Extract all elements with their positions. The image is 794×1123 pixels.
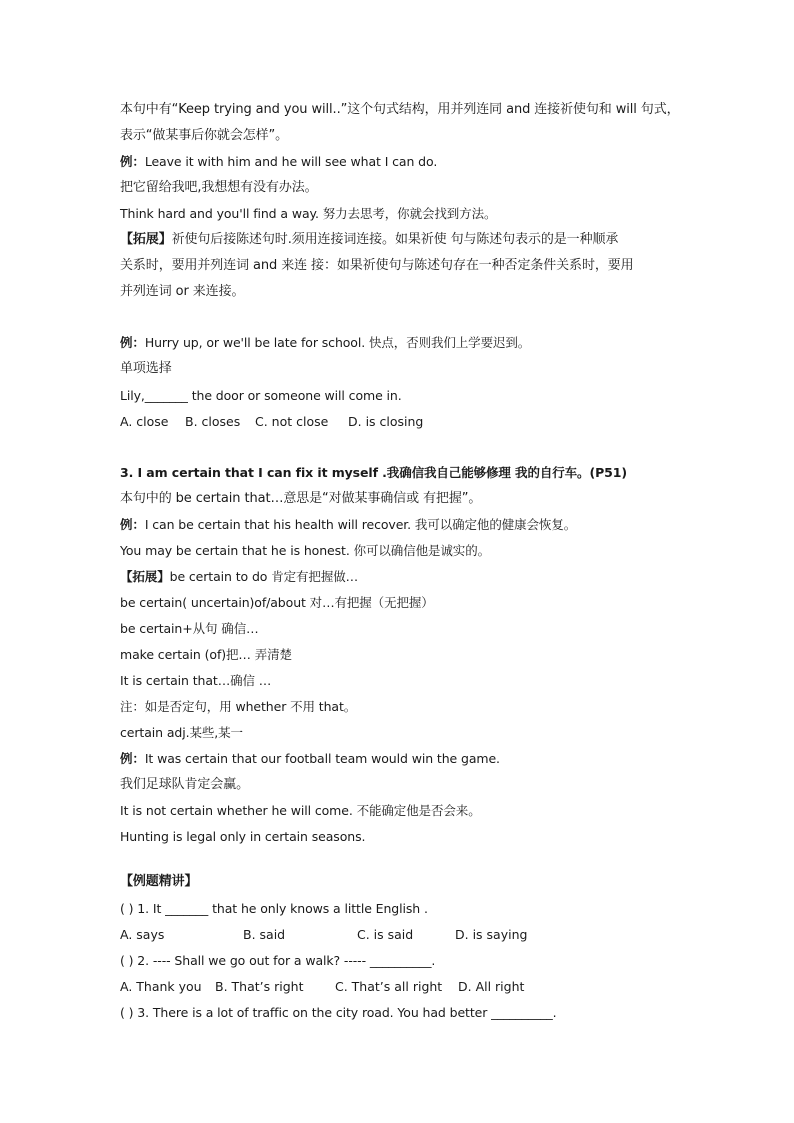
paragraph-line: 并列连词 or 来连接。 <box>120 284 245 299</box>
example-text: Hurry up, or we'll be late for school. 快点，否则我们上学要迟到。 <box>144 335 531 350</box>
option-a: A. says <box>120 927 165 942</box>
question-line: ( ) 2. ---- Shall we go out for a walk? ----- __________. <box>120 953 436 968</box>
example-line <box>120 334 530 352</box>
question-line: ( ) 3. There is a lot of traffic on the city road. You had better __________. <box>120 1005 557 1020</box>
options-row <box>120 413 680 431</box>
note-line: 注：如是否定句，用 whether 不用 that。 <box>120 699 357 714</box>
example-text: Leave it with him and he will see what I can do. <box>144 154 438 169</box>
option-c: C. not close <box>255 414 329 429</box>
paragraph-line: be certain+从句 确信… <box>120 621 259 636</box>
option-b: B. closes <box>185 414 241 429</box>
example-line <box>120 153 437 171</box>
paragraph-line: 我们足球队肯定会赢。 <box>120 777 250 792</box>
question-line: Lily,_______ the door or someone will come in. <box>120 388 402 403</box>
extension-text: 祈使句后接陈述句时.须用连接词连接。如果祈使 句与陈述句表示的是一种顺承 <box>171 232 619 247</box>
example-label: 例： <box>120 517 145 532</box>
question-line: ( ) 1. It _______ that he only knows a little English . <box>120 901 428 916</box>
paragraph-line: Think hard and you'll find a way. 努力去思考，你就会找到方法。 <box>120 206 497 221</box>
extension-label: 【拓展】 <box>120 569 170 584</box>
option-b: B. That’s right <box>215 979 304 994</box>
paragraph-line: 本句中的 be certain that…意思是“对做某事确信或 有把握”。 <box>120 491 482 506</box>
extension-line <box>120 568 358 586</box>
option-c: C. That’s all right <box>335 979 443 994</box>
paragraph-line: It is not certain whether he will come. 不能确定他是否会来。 <box>120 803 481 818</box>
paragraph-line: Hunting is legal only in certain seasons. <box>120 829 366 844</box>
paragraph-line: It is certain that…确信 … <box>120 673 272 688</box>
example-label: 例： <box>120 154 145 169</box>
paragraph-line: make certain (of)把… 弄清楚 <box>120 647 292 662</box>
paragraph-line: 关系时，要用并列连词 and 来连 接：如果祈使句与陈述句存在一种否定条件关系时，要用 <box>120 258 634 273</box>
section-heading: 【例题精讲】 <box>120 874 198 889</box>
extension-label: 【拓展】 <box>120 232 172 247</box>
paragraph-line: 本句中有“Keep trying and you will..”这个句式结构，用并列连同 and 连接祈使句和 will 句式， <box>120 102 680 117</box>
paragraph-line: be certain( uncertain)of/about 对…有把握（无把握） <box>120 595 434 610</box>
extension-text: be certain to do 肯定有把握做… <box>169 569 359 584</box>
paragraph-line: 表示“做某事后你就会怎样”。 <box>120 128 289 143</box>
option-d: D. is saying <box>455 927 528 942</box>
paragraph-line: You may be certain that he is honest. 你可以确信他是诚实的。 <box>120 543 491 558</box>
options-row <box>120 926 680 944</box>
options-row <box>120 978 680 996</box>
section-heading: 单项选择 <box>120 361 172 376</box>
option-b: B. said <box>243 927 286 942</box>
option-c: C. is said <box>357 927 414 942</box>
example-line <box>120 516 576 534</box>
option-d: D. is closing <box>348 414 424 429</box>
example-label: 例： <box>120 751 145 766</box>
extension-line <box>120 231 618 249</box>
paragraph-line: 把它留给我吧,我想想有没有办法。 <box>120 180 318 195</box>
example-text: I can be certain that his health will recover. 我可以确定他的健康会恢复。 <box>144 517 577 532</box>
option-d: D. All right <box>458 979 525 994</box>
item-heading: 3. I am certain that I can fix it myself .我确信我自己能够修理 我的自行车。(P51) <box>120 465 627 480</box>
example-label: 例： <box>120 335 145 350</box>
paragraph-line: certain adj.某些,某一 <box>120 725 243 740</box>
option-a: A. close <box>120 414 169 429</box>
example-text: It was certain that our football team would win the game. <box>144 751 500 766</box>
option-a: A. Thank you <box>120 979 202 994</box>
example-line <box>120 750 500 768</box>
